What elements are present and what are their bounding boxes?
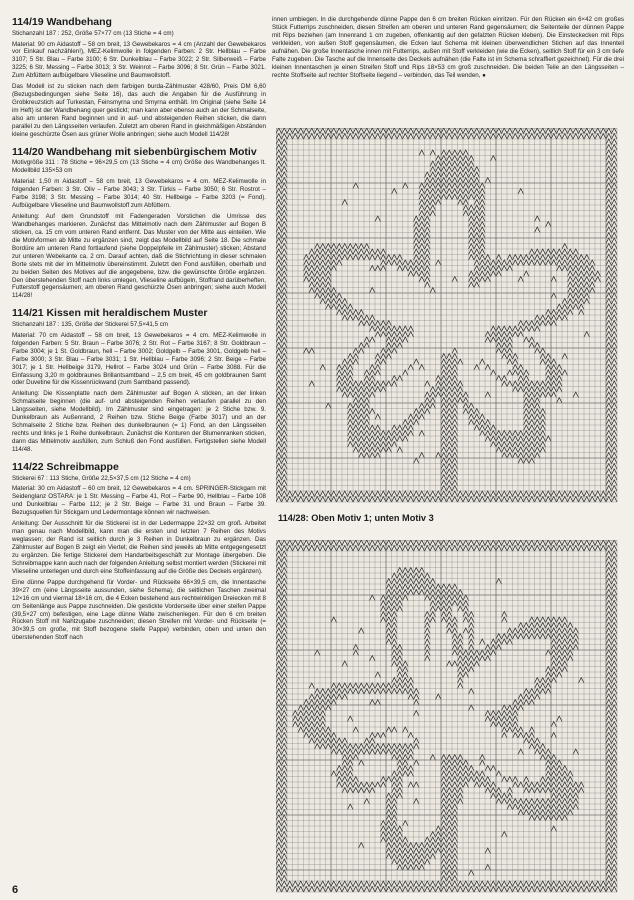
section-title: 114/20 Wandbehang mit siebenbürgischem Motiv bbox=[12, 145, 257, 158]
section-114-21 bbox=[12, 307, 266, 454]
instructions-column-right bbox=[272, 16, 624, 87]
section-paragraph: Anleitung: Der Ausschnitt für die Stickerei ist in der Ledermappe 22×32 cm groß. Arbeitet man genau nach Modellbild, kann man die ersten und letzten 7 Reihen des Motivs weglassen; der Rand ist seitlich durch je 3 Reihen in Dunkelbraun zu ergänzen. Das Zählmuster auf Bogen B zeigt ein Viertel; die Reihen sind jeweils ab Mitte entgegengesetzt zu ergänzen. Die fertige Stickerei dem Handarbeitsgeschäft zur Montage übergeben. Die Schreibmappe kann auch nach der folgenden Anleitung selbst montiert werden (Stickerei mit Vlieseline unterlegen und durch eine Stoffeinfassung auf die Größe des Deckels ergänzen). bbox=[12, 520, 266, 575]
section-paragraph: Material: 70 cm Aidastoff – 58 cm breit, 13 Gewebekaros = 4 cm. MEZ-Kelimwolle in folgenden Farben: 5 Str. Braun – Farbe 3076; 2 Str. Rot – Farbe 3167; 8 Str. Goldbraun – Farbe 3004; je 1 St. Goldbraun, hell – Farbe 3002; Goldgelb – Farbe 3001, Goldgelb hell – Farbe 3000; 3 Str. Blau – Farbe 3031; 1 Str. Hellblau – Farbe 3096; 2 Str. Beige – Farbe 3017; je 1 Str. Hellbeige 3179, Hellrot – Farbe 3024 und Grün – Farbe 3088. Für die Einfassung 3,20 m goldbraunes Brillantsamtband – 2,5 cm breit, 45 cm goldbraunen Samt oder Duvetine für die Kissenrückwand (zum Samtband passend). bbox=[12, 331, 266, 387]
stitch-grid-svg bbox=[276, 128, 620, 504]
section-paragraph: Das Modell ist zu sticken nach dem farbigen burda-Zählmuster 428/60, Preis DM 6,60 (Bezugsbedingungen siehe Seite 16), das auch die Angaben für die Ausführung in Grobkreuzstich auf Turkestan, Feinsmyrna und Smyrna enthält. Im Original (siehe Seite 14 im Heft) ist der Wandbehang quer gestickt; man kann aber ebenso auch an der Schmalseite, also am unteren Rand beginnen und in auf- und absteigenden Reihen sticken, die dann parallel zu den Längsseiten verlaufen. Zuletzt am oberen Rand in gleichmäßigen Abständen kleine geschürzte Ösen aus grüner Wolle anbringen; siehe auch Modell 114/28! bbox=[12, 83, 266, 138]
section-title: 114/22 Schreibmappe bbox=[12, 460, 119, 473]
section-paragraph: Stichanzahl 187 : 252, Größe 57×77 cm (13 Stiche = 4 cm) bbox=[12, 29, 174, 37]
section-paragraph: Anleitung: Auf dem Grundstoff mit Fadengeraden Vorstichen die Umrisse des Wandbehanges markieren. Zunächst das Mittelmotiv nach dem Zählmuster auf Bogen B sticken, ca. 15 cm vom unteren Rand entfernt. Das Muster von der Mitte aus einteilen. Wie die Motivformen ab Mitte zu ergänzen sind, zeigt das Modellbild auf Seite 18. Die schmale Bordüre am unteren Rand fortlaufend (siehe Doppelpfeile im Zählmuster) sticken; Abstand zur unteren Webekante ca. 2 cm. Darauf achten, daß die Stichrichtung in dieser schmalen Borte stets mit der im Mittelmotiv übereinstimmt. Zuletzt den Fond ausfüllen, oberhalb und zu beiden Seiten des Motives auf die angegebene, bzw. die gewünschte Größe ergänzen. Den überstehenden Stoff nach links umlegen, Vlieseline aufbügeln, Stoffrand darüberheften, Futterstoff gegensäumen; am oberen Rand geschürzte Ösen anbringen; siehe auch Modell 114/28! bbox=[12, 213, 266, 300]
section-continuation bbox=[272, 16, 624, 80]
stitch-chart-motif-3 bbox=[276, 540, 620, 896]
continuation-paragraph: innen umbiegen. In die durchgehende dünne Pappe den 6 cm breiten Rücken einritzen. Für den Rücken ein 6×42 cm großes Stück Futterrips zuschneiden, diesen Streifen am oberen und unteren Rand gegensäumen; die Seitenteile der dünnen Pappe mit Rips beziehen (am Innenrand 1 cm zugeben, offenkantig auf den gefalzten Rücken kleben). Die Einsteckecken mit Rips verkleiden, von außen Stoff gegensäumen, die Ecken laut Schema mit kleinen überwendlichen Stichen auf das Innenteil aufnähen. Die große Innentasche innen mit Futterrips, außen mit Stoff verkleiden (wie die Ecken), seitlich Stoff für ein 3 cm tiefe Falte zugeben. Die Tasche auf die Innenseite des Deckels aufnähen (die Falte ist im Schema schraffiert gezeichnet). Für die drei kleinen Innentaschen je einen Streifen Stoff und Rips 18×53 cm groß zuschneiden. Die beiden Teile an den Längsseiten – rechte Stoffseite auf rechter Stoffseite liegend – verbinden, das Teil wenden, ● bbox=[272, 16, 624, 79]
section-paragraph: Material: 30 cm Aidastoff – 60 cm breit, 12 Gewebekaros = 4 cm. SPRINGER-Stickgarn mit Seidenglanz OSTARA: je 1 Str. Messing – Farbe 41, Rot – Farbe 90, Hellblau – Farbe 108 und Dunkelblau – Farbe 112; je 2 Str. Beige – Farbe 31 und Braun – Farbe 39. Bezugsquellen für Stickgarn und Ledermontage können wir nachweisen. bbox=[12, 485, 266, 517]
section-114-20 bbox=[12, 146, 266, 301]
section-paragraph: Stickerei 67 : 113 Stiche, Größe 22,5×37,5 cm (12 Stiche = 4 cm) bbox=[12, 474, 191, 482]
section-paragraph: Material: 90 cm Aidastoff – 58 cm breit, 13 Gewebekaros = 4 cm (Anzahl der Gewebekaros vor Einkauf nachzählen!), MEZ-Kelimwolle in folgenden Farben: 2 Str. Hellblau – Farbe 3107; 5 Str. Blau – Farbe 3100; 6 Str. Dunkelblau – Farbe 3022; 2 Str. Silberweiß – Farbe 3225; 6 Str. Messing – Farbe 3013; 3 Str. Weinrot – Farbe 3096; 8 Str. Grün – Farbe 3021. Zum Abfüttern aufbügelbare Vlieseline und Baumwollstoff. bbox=[12, 40, 266, 80]
figure-caption: 114/28: Oben Motiv 1; unten Motiv 3 bbox=[278, 513, 434, 523]
section-paragraph: Material: 1,50 m Aidastoff – 58 cm breit, 13 Gewebekaros = 4 cm. MEZ-Kelimwolle in folgenden Farben: 3 Str. Oliv – Farbe 3043; 3 Str. Türkis – Farbe 3050; 6 Str. Rostrot – Farbe 3198; 3 Str. Messing – Farbe 3014; 40 Str. Hellbeige – Farbe 3203 (= Fond). Aufbügelbare Vlieseline und Baumwollstoff zum Abfüttern. bbox=[12, 178, 266, 210]
stitch-grid-svg bbox=[276, 540, 620, 896]
section-paragraph: Anleitung: Die Kissenplatte nach dem Zählmuster auf Bogen A sticken, an der linken Schmalseite beginnen (die auf- und absteigenden Reihen verlaufen parallel zu den Längsseiten, siehe Modellbild). Im Zählmuster sind eingetragen: je 2 Stiche bzw. 9. Dunkelbraun als Außenrand, 2 Reihen bzw. Stiche Beige (Farbe 3017) und an der Schmalseite 2 Stiche bzw. Reihen des dunkelbraunen (= 1) Fond, an den Längsseiten rechts und links je 1 Reihe dunkelbraun. Zunächst die Konturen der Blumenranken sticken, dann das Mittelmotiv ausfüllen, zum Schluß den Fond ausfüllen. Fertigstellen siehe Modell 114/48. bbox=[12, 390, 266, 453]
section-paragraph: Eine dünne Pappe durchgehend für Vorder- und Rückseite 66×39,5 cm, die Innentasche 39×27 cm (eine Längsseite aussunden, siehe Schema), die seitlichen Taschen zweimal 12×16 cm und viermal 18×16 cm, die 4 Ecken bestehend aus rechtwinkligen Dreiecken mit 8 cm Seitenlänge aus Pappe zuschneiden. Die gestickte Vorderseite über einer steifen Pappe (39,5×27 cm) befestigen, eine Lage dünne Watte zwischenlegen. Für den 6 cm breiten Rücken Stoff mit Nahtzugabe zuschneiden; diesen Streifen mit Vorder- und Rückseite (= 30×39,5 cm große, mit Stoff bezogene steife Pappe) verbinden, oben und unten den überstehenden Stoff nach bbox=[12, 578, 266, 642]
section-title: 114/19 Wandbehang bbox=[12, 16, 112, 28]
stitch-chart-motif-1 bbox=[276, 128, 620, 504]
section-paragraph: Motivgröße 311 : 78 Stiche = 96×29,5 cm (13 Stiche = 4 cm) Größe des Wandbehanges lt. Modellbild 135×53 cm bbox=[12, 159, 266, 175]
section-title: 114/21 Kissen mit heraldischem Muster bbox=[12, 307, 208, 320]
page-number: 6 bbox=[12, 884, 19, 896]
section-paragraph: Stichanzahl 187 : 135, Größe der Stickerei 57,5×41,5 cm bbox=[12, 320, 168, 328]
section-114-19 bbox=[12, 16, 266, 139]
section-114-22 bbox=[12, 461, 266, 642]
instructions-column-left bbox=[12, 16, 266, 649]
